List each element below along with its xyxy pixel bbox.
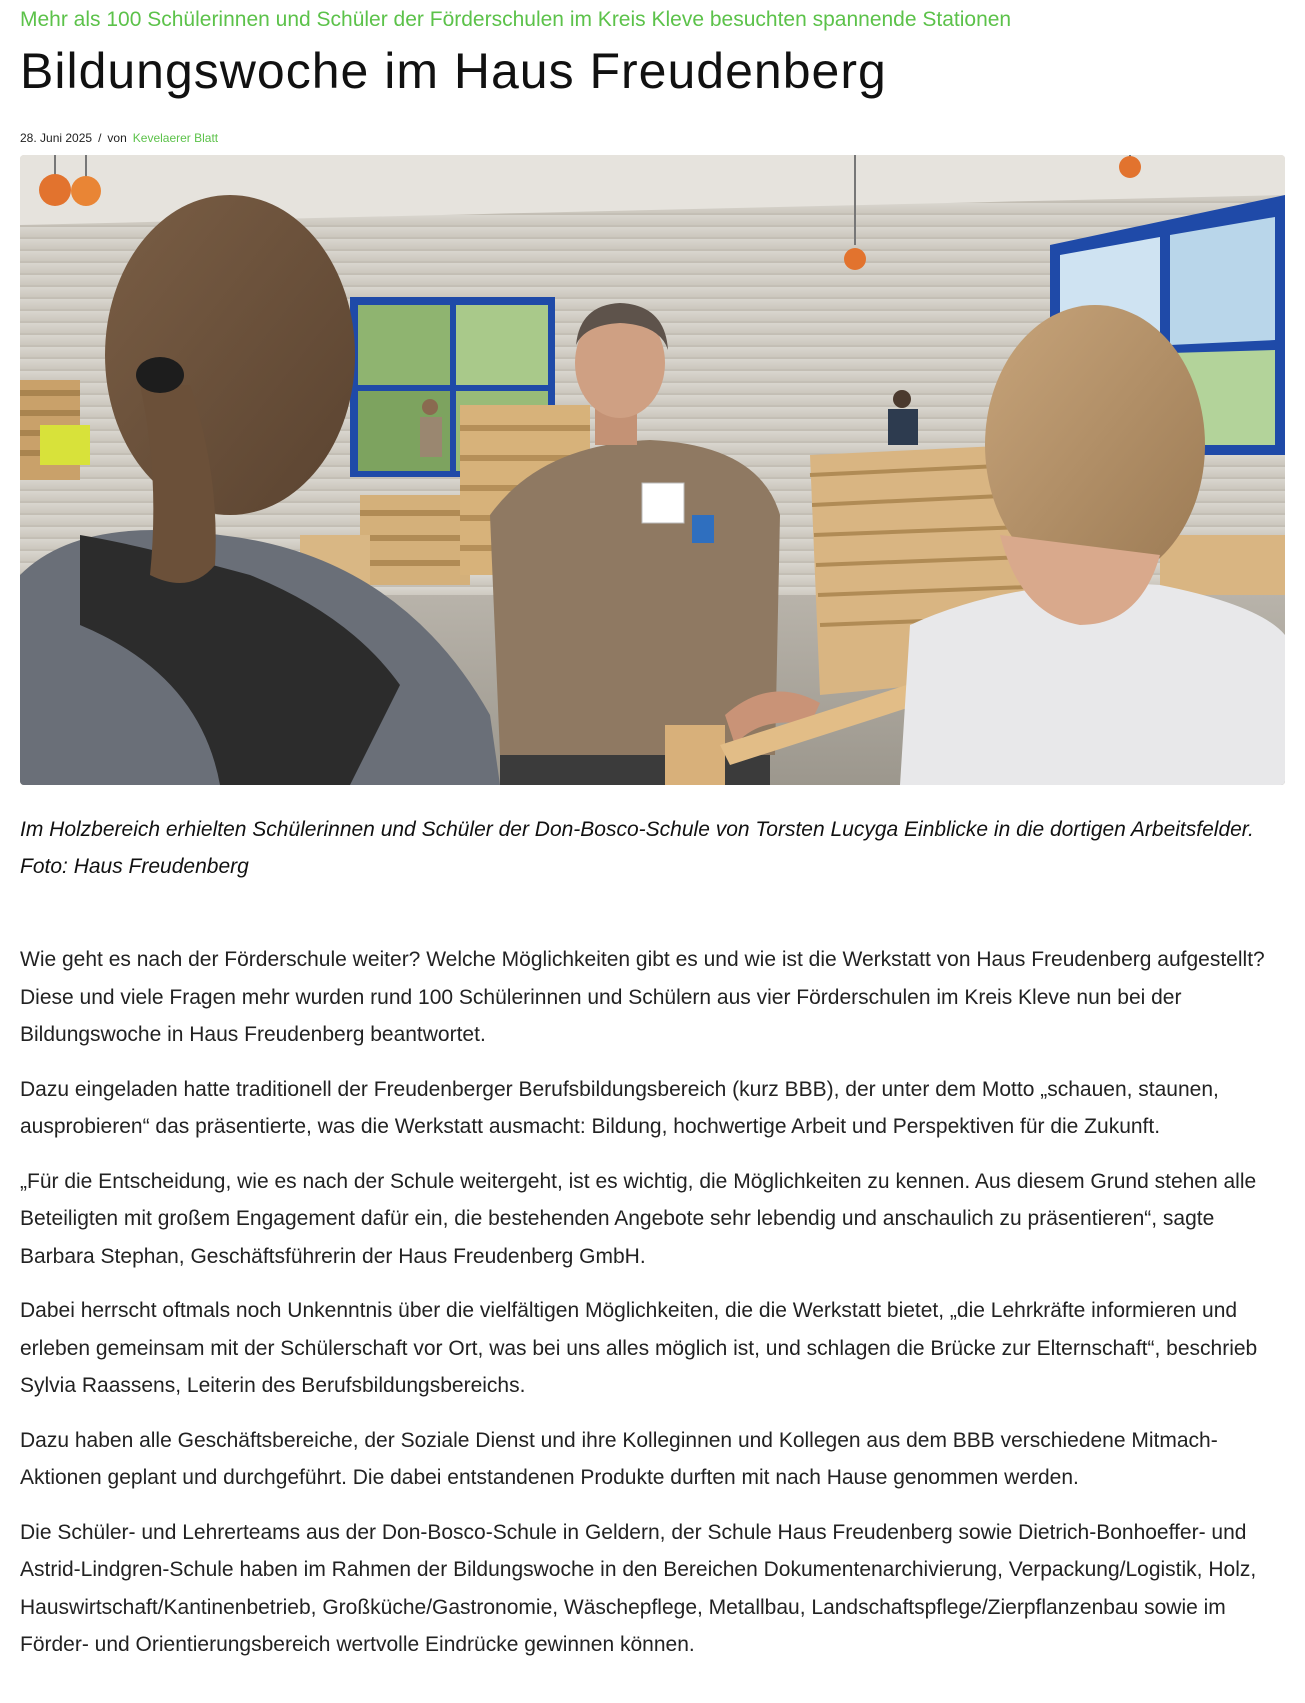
- article-photo: [20, 155, 1285, 785]
- byline-label: von: [107, 131, 127, 145]
- article-kicker: Mehr als 100 Schülerinnen und Schüler der Förderschulen im Kreis Kleve besuchten spannende Stationen: [20, 8, 1012, 31]
- article-body: [20, 941, 1285, 1664]
- paragraph: Dazu eingeladen hatte traditionell der Freudenberger Berufsbildungsbereich (kurz BBB), der unter dem Motto „schauen, staunen, ausprobieren“ das präsentierte, was die Werkstatt ausmacht: Bildung, hochwertige Arbeit und Perspektiven für die Zukunft.: [20, 1077, 1219, 1138]
- article-meta: [20, 130, 1285, 146]
- photo-caption: Im Holzbereich erhielten Schülerinnen und Schüler der Don-Bosco-Schule von Torsten Lucyga Einblicke in die dortigen Arbeitsfelder. Foto: Haus Freudenberg: [20, 818, 1254, 878]
- publish-date: 28. Juni 2025: [20, 131, 93, 145]
- paragraph: Dabei herrscht oftmals noch Unkenntnis über die vielfältigen Möglichkeiten, die die Werkstatt bietet, „die Lehrkräfte informieren und erleben gemeinsam mit der Schülerschaft vor Ort, was bei uns alles möglich ist, und schlagen die Brücke zur Elternschaft“, beschrieb Sylvia Raassens, Leiterin des Berufsbildungsbereichs.: [20, 1299, 1258, 1397]
- paragraph: Die Schüler- und Lehrerteams aus der Don-Bosco-Schule in Geldern, der Schule Haus Freudenberg sowie Dietrich-Bonhoeffer- und Astrid-Lindgren-Schule haben im Rahmen der Bildungswoche in den Bereichen Dokumentenarchivierung, Verpackung/Logistik, Holz, Hauswirtschaft/Kantinenbetrieb, Großküche/Gastronomie, Wäschepflege, Metallbau, Landschaftspflege/Zierpflanzenbau sowie im Förder- und Orientierungsbereich wertvolle Eindrücke gewinnen können.: [20, 1520, 1257, 1656]
- article-title: Bildungswoche im Haus Freudenberg: [20, 43, 887, 99]
- article: [20, 0, 1285, 1681]
- meta-separator: /: [98, 131, 102, 145]
- paragraph: „Für die Entscheidung, wie es nach der Schule weitergeht, ist es wichtig, die Möglichkeiten zu kennen. Aus diesem Grund stehen alle Beteiligten mit großem Engagement dafür ein, die bestehenden Angebote sehr lebendig und anschaulich zu präsentieren“, sagte Barbara Stephan, Geschäftsführerin der Haus Freudenberg GmbH.: [20, 1169, 1257, 1268]
- author-link[interactable]: Kevelaerer Blatt: [132, 131, 219, 145]
- paragraph: Dazu haben alle Geschäftsbereiche, der Soziale Dienst und ihre Kolleginnen und Kollegen aus dem BBB verschiedene Mitmach-Aktionen geplant und durchgeführt. Die dabei entstandenen Produkte durften mit nach Hause genommen werden.: [20, 1428, 1218, 1489]
- paragraph: Wie geht es nach der Förderschule weiter? Welche Möglichkeiten gibt es und wie ist die Werkstatt von Haus Freudenberg aufgestellt? Diese und viele Fragen mehr wurden rund 100 Schülerinnen und Schülern aus vier Förderschulen im Kreis Kleve nun bei der Bildungswoche in Haus Freudenberg beantwortet.: [20, 948, 1265, 1046]
